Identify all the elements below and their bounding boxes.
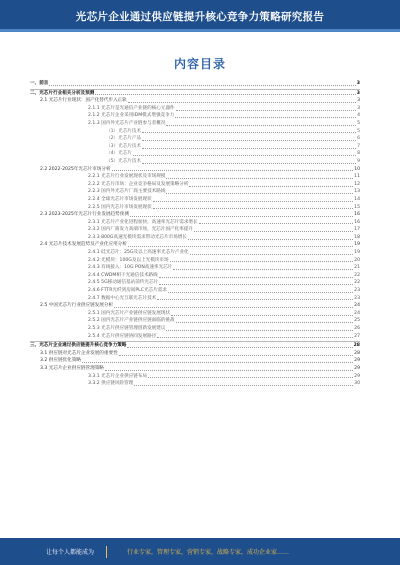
- toc-entry[interactable]: [30, 188, 360, 196]
- toc-entry-page: 12: [354, 181, 360, 187]
- toc-entry[interactable]: [30, 357, 360, 365]
- toc-entry-text: （1）光芯片技术: [106, 128, 142, 134]
- toc-entry-text: 2.5.4 光芯片供应链协同发展路径: [88, 333, 157, 339]
- toc-entry-text: 2.5.2 国内光芯片产业链供应链面临的挑战: [88, 318, 175, 324]
- toc-leader-dots: [189, 186, 353, 187]
- toc-entry-page: 23: [354, 288, 360, 294]
- toc-entry-text: 二、光芯片行业相关分析及预测: [30, 90, 95, 96]
- toc-entry-text: （4）光芯片: [106, 151, 132, 157]
- toc-entry[interactable]: [30, 302, 360, 310]
- toc-entry-text: 3.3 光芯片企业供应链管理策略: [40, 365, 104, 371]
- toc-entry-page: 22: [354, 280, 360, 286]
- toc-entry-page: 29: [354, 373, 360, 379]
- toc-entry[interactable]: [30, 196, 360, 204]
- toc-leader-dots: [153, 201, 353, 202]
- toc-entry-page: 26: [354, 326, 360, 331]
- toc-entry[interactable]: [30, 257, 360, 265]
- toc-entry-page: 18: [354, 234, 360, 240]
- toc-entry-text: 2.3.3 800G高速光模块需求带动光芯片市场增长: [88, 234, 187, 240]
- toc-entry-page: 29: [354, 365, 360, 371]
- header-banner: [0, 0, 400, 32]
- toc-leader-dots: [157, 337, 353, 338]
- toc-entry-page: 29: [354, 358, 360, 364]
- toc-entry-page: 28: [354, 350, 360, 356]
- toc-entry-text: 一、前言: [30, 81, 49, 86]
- toc-entry[interactable]: [30, 166, 360, 174]
- toc-entry[interactable]: [30, 310, 360, 318]
- toc-entry[interactable]: [30, 365, 360, 373]
- toc-leader-dots: [148, 377, 353, 378]
- toc-entry-page: 16: [354, 219, 360, 225]
- toc-leader-dots: [128, 246, 353, 247]
- toc-entry-text: 2.4.4 CWDM相干光通信技术路线: [88, 272, 158, 278]
- toc-entry-text: 2.3.1 光芯片产业化进程加快，高速率光芯片需求增长: [88, 219, 198, 225]
- toc-entry-text: 2.4.2 光模块：100G及以上光模块市场: [88, 257, 169, 263]
- toc-entry[interactable]: [30, 204, 360, 212]
- footer-slogan-left: 让每个人都能成为: [46, 549, 95, 556]
- toc-entry-text: 2.4.3 有线接入：10G PON高速率光芯片: [88, 265, 173, 271]
- toc-leader-dots: [142, 132, 356, 133]
- toc-entry-page: 11: [354, 174, 360, 180]
- toc-entry-page: 10: [354, 166, 360, 172]
- toc-leader-dots: [159, 284, 353, 285]
- toc-entry[interactable]: [30, 173, 360, 181]
- toc-leader-dots: [112, 170, 354, 171]
- toc-leader-dots: [119, 355, 353, 356]
- toc-entry-text: 2.2.4 全球光芯片市场发展现状: [88, 196, 152, 202]
- toc-leader-dots: [175, 117, 356, 118]
- toc-entry-text: 2.2 2022-2025年光芯片市场分析: [40, 166, 111, 172]
- toc-entry-page: 25: [354, 318, 360, 324]
- toc-entry-text: 2.3 2023-2025年光芯片行业发展趋势预测: [40, 212, 129, 218]
- toc-entry-text: 2.4.7 数据中心光互联光芯片技术: [88, 295, 157, 301]
- toc-entry-page: 5: [357, 128, 360, 134]
- toc-entry-text: 2.5.3 光芯片供应链管理创新发展建议: [88, 326, 166, 331]
- toc-leader-dots: [176, 322, 353, 323]
- toc-entry-page: 3: [356, 90, 360, 96]
- toc-entry[interactable]: [30, 89, 360, 98]
- toc-leader-dots: [166, 125, 356, 126]
- toc-entry-page: 19: [354, 242, 360, 248]
- toc-entry-page: 16: [354, 212, 360, 218]
- toc-entry-page: 3: [357, 105, 360, 111]
- report-title: 光芯片企业通过供应链提升核心竞争力策略研究报告: [75, 10, 325, 23]
- toc-entry-text: 2.1.2 光芯片企业采用IDM模式增强竞争力: [88, 113, 175, 119]
- toc-leader-dots: [166, 178, 353, 179]
- toc-leader-dots: [153, 208, 353, 209]
- toc-entry[interactable]: [30, 341, 360, 350]
- toc-entry-text: 2.3.2 国内厂商发力高端市场，光芯片国产化率提升: [88, 227, 194, 233]
- toc-entry-text: 2.4.6 FTTR光纤到房间PLC光芯片需求: [88, 288, 167, 294]
- toc-entry-text: 2.1 光芯片行业现状：国产化替代步入正轨: [40, 98, 127, 104]
- toc-entry[interactable]: [30, 241, 360, 249]
- toc-entry-page: 9: [357, 158, 360, 164]
- toc-entry[interactable]: [30, 373, 360, 381]
- toc-leader-dots: [105, 370, 353, 371]
- toc-leader-dots: [166, 330, 353, 331]
- toc-entry-text: （3）光芯片技术: [106, 143, 142, 149]
- toc-entry[interactable]: [30, 226, 360, 234]
- toc-entry[interactable]: [30, 350, 360, 358]
- toc-entry-text: 2.1.3 国内外光芯片产业链参与者概况: [88, 120, 166, 126]
- toc-entry-text: 2.1.1 光芯片是光通信产业链的核心元器件: [88, 105, 175, 111]
- toc-entry[interactable]: [30, 120, 360, 128]
- toc-entry[interactable]: [30, 143, 360, 151]
- toc-entry[interactable]: [30, 181, 360, 189]
- toc-entry-page: 21: [354, 265, 360, 271]
- toc-entry[interactable]: [30, 105, 360, 113]
- toc-leader-dots: [159, 277, 353, 278]
- toc-entry[interactable]: [30, 295, 360, 303]
- toc-entry-text: 3.3.1 光芯片企业供应链布局: [88, 373, 148, 379]
- toc-entry[interactable]: [30, 234, 360, 242]
- toc-entry-text: 2.4.5 5G移动通信基站前传光芯片: [88, 280, 159, 286]
- toc-entry-text: 2.2.5 国内光芯片市场发展现状: [88, 204, 152, 210]
- toc-entry[interactable]: [30, 80, 360, 88]
- toc-heading: 内容目录: [173, 57, 226, 71]
- toc-entry-text: 2.5.1 国内光芯片产业链供应链发展现状: [88, 310, 171, 316]
- toc-entry[interactable]: [30, 287, 360, 295]
- toc-entry[interactable]: [30, 317, 360, 325]
- toc-leader-dots: [49, 85, 355, 86]
- toc-entry-page: 22: [354, 272, 360, 278]
- footer-banner: [0, 538, 400, 565]
- toc-leader-dots: [194, 231, 353, 232]
- toc-leader-dots: [127, 347, 352, 348]
- toc-leader-dots: [142, 148, 356, 149]
- toc-entry[interactable]: [30, 249, 360, 257]
- toc-leader-dots: [188, 239, 353, 240]
- toc-leader-dots: [199, 223, 354, 224]
- toc-leader-dots: [171, 315, 353, 316]
- toc-entry[interactable]: [30, 112, 360, 120]
- toc-leader-dots: [157, 299, 353, 300]
- toc-entry[interactable]: [30, 219, 360, 227]
- toc-entry-page: 15: [354, 204, 360, 210]
- toc-entry[interactable]: [30, 279, 360, 287]
- toc-leader-dots: [142, 163, 356, 164]
- toc-leader-dots: [170, 261, 354, 262]
- toc-entry-text: 3.3.2 供应链风险管理: [88, 381, 134, 387]
- toc-leader-dots: [82, 362, 353, 363]
- toc-leader-dots: [142, 140, 356, 141]
- toc-entry-page: 24: [354, 310, 360, 316]
- toc-leader-dots: [133, 155, 356, 156]
- toc-entry[interactable]: [30, 135, 360, 143]
- footer-divider: [106, 546, 107, 558]
- toc-entry-text: 2.4 光芯片技术发展趋势及产业化应用分析: [40, 242, 127, 248]
- toc-entry-page: 6: [357, 136, 360, 142]
- toc-entry-text: 2.5 中国光芯片行业供应链发展分析: [40, 303, 114, 309]
- toc-leader-dots: [173, 269, 353, 270]
- toc-entry-page: 7: [357, 143, 360, 149]
- toc-entry-page: 13: [354, 189, 360, 195]
- toc-leader-dots: [114, 307, 353, 308]
- toc-entry-text: （5）光芯片技术: [106, 158, 142, 164]
- toc-entry-text: 2.2.1 光芯片行业发展现状及市场规模: [88, 174, 166, 180]
- toc-entry-text: 2.2.2 光芯片市场：企业竞争格局及发展策略分析: [88, 181, 189, 187]
- toc-leader-dots: [95, 94, 355, 95]
- toc-leader-dots: [190, 254, 353, 255]
- toc-leader-dots: [176, 110, 356, 111]
- toc-entry-page: 20: [354, 257, 360, 263]
- toc-entry[interactable]: [30, 272, 360, 280]
- toc-entry[interactable]: [30, 333, 360, 341]
- toc-entry-page: 23: [354, 295, 360, 301]
- toc-entry[interactable]: [30, 325, 360, 333]
- toc-entry[interactable]: [30, 128, 360, 136]
- toc-entry-text: 3.1 供应链对光芯片企业发展的重要性: [40, 350, 118, 356]
- toc-entry-page: 4: [357, 113, 360, 119]
- toc-entry-page: 27: [354, 333, 360, 339]
- toc-entry-text: 2.4.1 硅光芯片：25G及以上高速率光芯片产业化: [88, 250, 189, 256]
- footer-slogan-right: 行业专家，管理专家，营销专家，战略专家，成功企业家……: [127, 549, 290, 556]
- toc-entry-page: 5: [357, 120, 360, 126]
- toc-entry-page: 8: [357, 151, 360, 157]
- toc-leader-dots: [134, 385, 353, 386]
- toc-entry[interactable]: [30, 264, 360, 272]
- toc-entry-page: 19: [354, 250, 360, 256]
- toc-entry[interactable]: [30, 211, 360, 219]
- toc-entry[interactable]: [30, 97, 360, 105]
- table-of-contents: [30, 80, 360, 388]
- toc-entry-page: 28: [353, 343, 360, 349]
- toc-entry-page: 24: [354, 303, 360, 309]
- toc-leader-dots: [130, 216, 353, 217]
- toc-entry-text: 三、光芯片企业通过供应链提升核心竞争力策略: [30, 343, 127, 349]
- toc-entry-text: 2.2.3 国内外光芯片厂商主要技术路线: [88, 189, 166, 195]
- toc-leader-dots: [166, 193, 353, 194]
- toc-entry[interactable]: [30, 158, 360, 166]
- toc-entry-page: 3: [356, 81, 360, 86]
- toc-entry-page: 3: [357, 98, 360, 104]
- toc-entry-text: （2）光芯片产品: [106, 136, 142, 142]
- toc-leader-dots: [128, 102, 356, 103]
- toc-entry-text: 3.2 供应链优化策略: [40, 358, 81, 364]
- toc-leader-dots: [168, 292, 353, 293]
- toc-entry[interactable]: [30, 150, 360, 158]
- toc-entry-page: 17: [354, 227, 360, 233]
- toc-entry-page: 30: [354, 381, 360, 387]
- toc-entry[interactable]: [30, 380, 360, 388]
- toc-entry-page: 14: [354, 196, 360, 202]
